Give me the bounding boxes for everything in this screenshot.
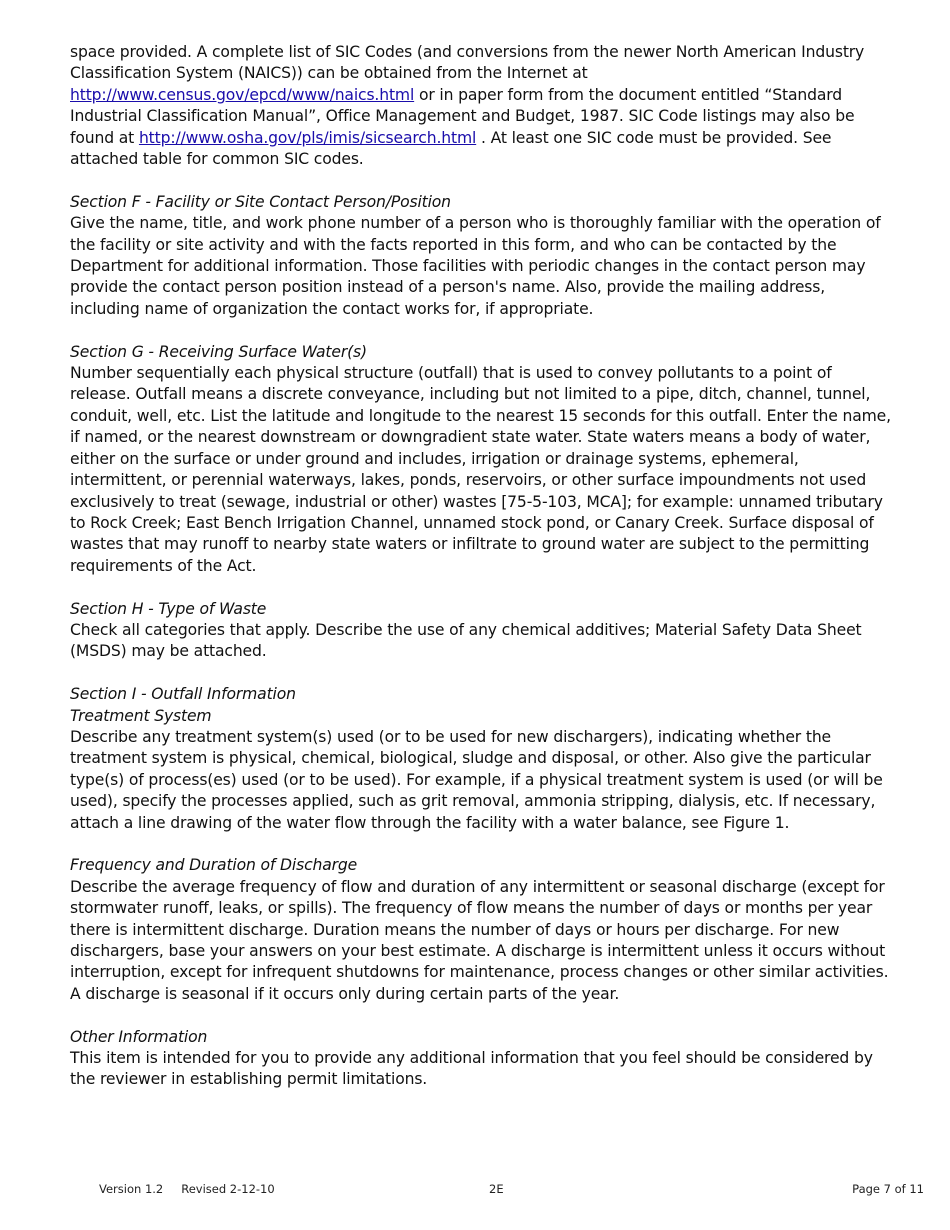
section-g	[70, 342, 892, 577]
footer-version: Version 1.2	[99, 1182, 164, 1196]
section-i-heading: Section I - Outfall Information	[70, 685, 296, 704]
section-i	[70, 684, 892, 834]
seasonal-body: A discharge is seasonal if it occurs only during certain parts of the year.	[70, 984, 620, 1003]
naics-link[interactable]: http://www.census.gov/epcd/www/naics.html	[70, 85, 415, 104]
footer-form-id: 2E	[489, 1182, 504, 1196]
intro-text-3: . At least one SIC code must be provided. See attached table for common SIC codes.	[70, 128, 832, 169]
section-h-body: Check all categories that apply. Describe the use of any chemical additives; Material Safety Data Sheet (MSDS) may be attached.	[70, 620, 862, 661]
intro-paragraph	[70, 42, 892, 170]
intro-text	[70, 42, 892, 170]
frequency-heading: Frequency and Duration of Discharge	[70, 856, 358, 875]
other-information-heading: Other Information	[70, 1027, 208, 1046]
sic-search-link[interactable]: http://www.osha.gov/pls/imis/sicsearch.html	[138, 128, 477, 147]
other-information-body: This item is intended for you to provide any additional information that you feel should be considered by the reviewer in establishing permit limitations.	[70, 1049, 873, 1089]
treatment-system-body: Describe any treatment system(s) used (or to be used for new dischargers), indicating whether the treatment system is physical, chemical, biological, sludge and disposal, or other. Also give the particular type(s) of process(es) used (or to be used). For example, if a physical treatment system is used (or will be used), specify the processes applied, such as grit removal, ammonia stripping, dialysis, etc. If necessary, attach a line drawing of the water flow through the facility with a water balance, see Figure 1.	[70, 727, 883, 832]
intro-text-1: space provided. A complete list of SIC Codes (and conversions from the newer North American Industry Classification System (NAICS)) can be obtained from the Internet at	[70, 43, 865, 83]
section-f	[70, 192, 892, 320]
frequency-section	[70, 855, 892, 1005]
document-page	[70, 42, 892, 1112]
treatment-system-heading: Treatment System	[70, 706, 212, 725]
section-h	[70, 599, 892, 663]
page-footer	[0, 1181, 950, 1197]
section-f-body: Give the name, title, and work phone number of a person who is thoroughly familiar with the operation of the facility or site activity and with the facts reported in this form, and who can be contacted by the Department for additional information. Those facilities with periodic changes in the contact person may provide the contact person position instead of a person's name. Also, provide the mailing address, including name of organization the contact works for, if appropriate.	[70, 214, 881, 318]
section-f-heading: Section F - Facility or Site Contact Person/Position	[70, 192, 451, 211]
section-g-heading: Section G - Receiving Surface Water(s)	[70, 342, 367, 361]
frequency-body: Describe the average frequency of flow and duration of any intermittent or seasonal discharge (except for stormwater runoff, leaks, or spills). The frequency of flow means the number of days or months per year there is intermittent discharge. Duration means the number of days or hours per discharge. For new dischargers, base your answers on your best estimate. A discharge is intermittent unless it occurs without interruption, except for infrequent shutdowns for maintenance, process changes or other similar activities.	[70, 877, 889, 982]
section-h-heading: Section H - Type of Waste	[70, 599, 267, 618]
footer-version-info	[99, 1181, 275, 1197]
footer-revised: Revised 2-12-10	[181, 1182, 275, 1196]
other-information-section	[70, 1027, 892, 1091]
section-g-body: Number sequentially each physical structure (outfall) that is used to convey pollutants to a point of release. Outfall means a discrete conveyance, including but not limited to a pipe, ditch, channel, tunnel, conduit, well, etc. List the latitude and longitude to the nearest 15 seconds for this outfall. Enter the name, if named, or the nearest downstream or downgradient state water. State waters means a body of water, either on the surface or under ground and includes, irrigation or drainage systems, ephemeral, intermittent, or perennial waterways, lakes, ponds, reservoirs, or other surface impoundments not used exclusively to treat (sewage, industrial or other) wastes [75-5-103, MCA]; for example: unnamed tributary to Rock Creek; East Bench Irrigation Channel, unnamed stock pond, or Canary Creek. Surface disposal of wastes that may runoff to nearby state waters or infiltrate to ground water are subject to the permitting requirements of the Act.	[70, 364, 891, 575]
footer-page-number: Page 7 of 11	[852, 1182, 924, 1196]
intro-text-2: or in paper form from the document entitled “Standard Industrial Classification Manual”, Office Management and Budget, 1987. SIC Code listings may also be found at	[70, 85, 855, 147]
